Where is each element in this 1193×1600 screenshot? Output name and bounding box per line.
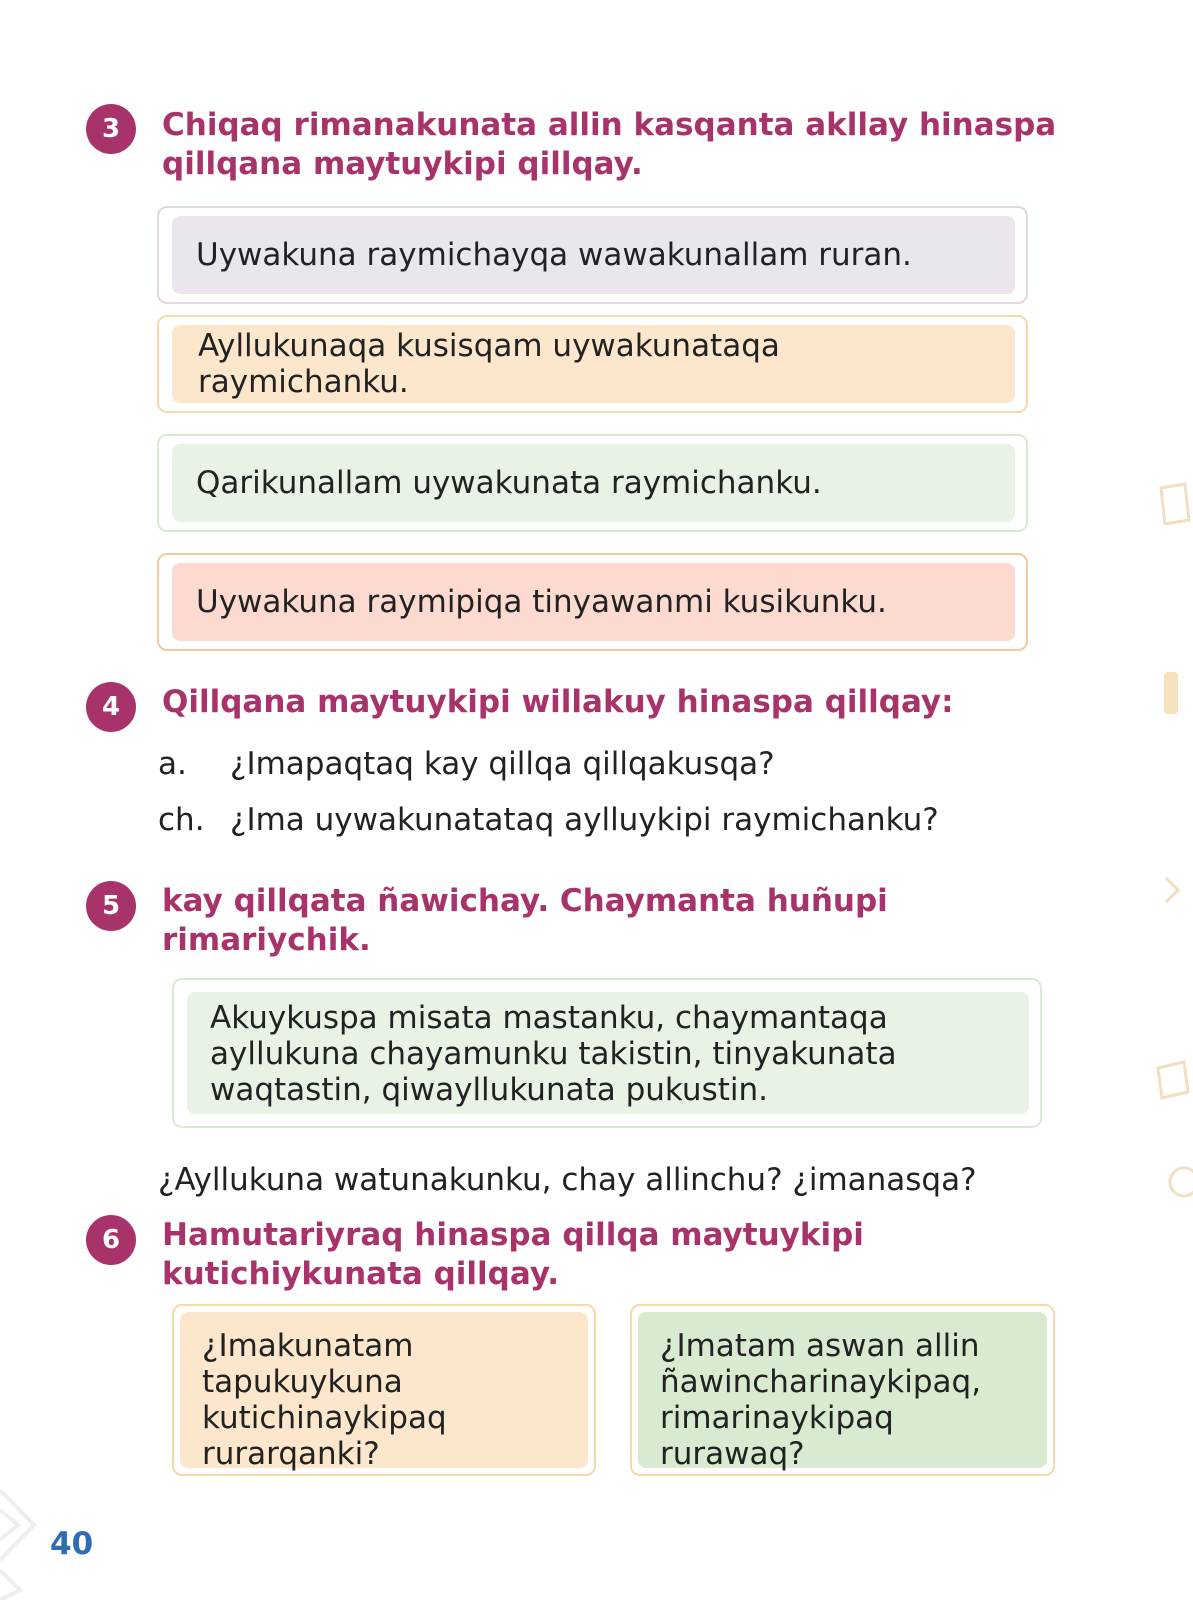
section-number-4: 4 (86, 682, 136, 732)
reflection-card-1-inner (180, 1312, 588, 1472)
section-3-heading-line1: Chiqaq rimanakunata allin kasqanta akllay hinaspa (162, 107, 1057, 143)
passage-line-1: Akuykuspa misata mastanku, chaymantaqa (210, 1000, 888, 1036)
passage-line-2: ayllukuna chayamunku takistin, tinyakunata (210, 1036, 897, 1072)
option-4-text: Uywakuna raymipiqa tinyawanmi kusikunku. (196, 584, 887, 620)
section-5-heading-line2: rimariychik. (162, 922, 371, 958)
reflection-card-2 (630, 1304, 1055, 1476)
section-4-heading: Qillqana maytuykipi willakuy hinaspa qillqay: (162, 684, 954, 720)
page-number: 40 (50, 1526, 94, 1562)
card-1-line-2: tapukuykuna (202, 1364, 403, 1400)
option-box-4[interactable] (157, 553, 1028, 651)
card-2-line-3: rimarinaykipaq (660, 1400, 894, 1436)
card-2-line-2: ñawincharinaykipaq, (660, 1364, 982, 1400)
section-number-3: 3 (86, 104, 136, 154)
card-1-line-1: ¿Imakunatam (202, 1328, 414, 1364)
edge-decoration-icon (1158, 870, 1193, 910)
reflection-card-1 (172, 1304, 596, 1476)
section-5-heading-line1: kay qillqata ñawichay. Chaymanta huñupi (162, 883, 888, 919)
option-box-3-inner (172, 444, 1015, 522)
card-1-line-4: rurarqanki? (202, 1436, 380, 1472)
section-number-6: 6 (86, 1215, 136, 1265)
edge-decoration-icon (1155, 480, 1193, 530)
passage-box (172, 978, 1042, 1128)
question-ch-label: ch. (158, 802, 205, 838)
section-3-heading (162, 106, 1082, 184)
card-2-line-1: ¿Imatam aswan allin (660, 1328, 980, 1364)
option-box-1-inner (172, 216, 1015, 294)
option-box-4-inner (172, 563, 1015, 641)
card-2-line-4: rurawaq? (660, 1436, 805, 1472)
option-1-text: Uywakuna raymichayqa wawakunallam ruran. (196, 237, 912, 273)
discussion-question: ¿Ayllukuna watunakunku, chay allinchu? ¿imanasqa? (158, 1162, 977, 1198)
section-6-heading (162, 1216, 1082, 1294)
option-box-3[interactable] (157, 434, 1028, 532)
question-a-label: a. (158, 746, 187, 782)
edge-decoration-icon (1158, 1162, 1193, 1202)
reflection-card-2-inner (638, 1312, 1047, 1472)
section-6-heading-line2: kutichiykunata qillqay. (162, 1256, 559, 1292)
section-6-heading-line1: Hamutariyraq hinaspa qillqa maytuykipi (162, 1217, 864, 1253)
option-box-1[interactable] (157, 206, 1028, 304)
question-ch-text: ¿Ima uywakunatataq aylluykipi raymichanku? (230, 802, 939, 838)
option-box-2[interactable] (157, 315, 1028, 413)
option-box-2-inner (172, 325, 1015, 403)
section-5-heading (162, 882, 1082, 960)
section-number-5: 5 (86, 881, 136, 931)
section-3-heading-line2: qillqana maytuykipi qillqay. (162, 146, 643, 182)
option-3-text: Qarikunallam uywakunata raymichanku. (196, 465, 822, 501)
passage-box-inner (187, 992, 1029, 1114)
edge-decoration-icon (1152, 1058, 1193, 1102)
edge-decoration-icon (1158, 668, 1193, 718)
question-a-text: ¿Imapaqtaq kay qillqa qillqakusqa? (230, 746, 775, 782)
passage-line-3: waqtastin, qiwayllukunata pukustin. (210, 1072, 768, 1108)
card-1-line-3: kutichinaykipaq (202, 1400, 447, 1436)
option-2-text: Ayllukunaqa kusisqam uywakunataqa raymichanku. (198, 328, 780, 400)
